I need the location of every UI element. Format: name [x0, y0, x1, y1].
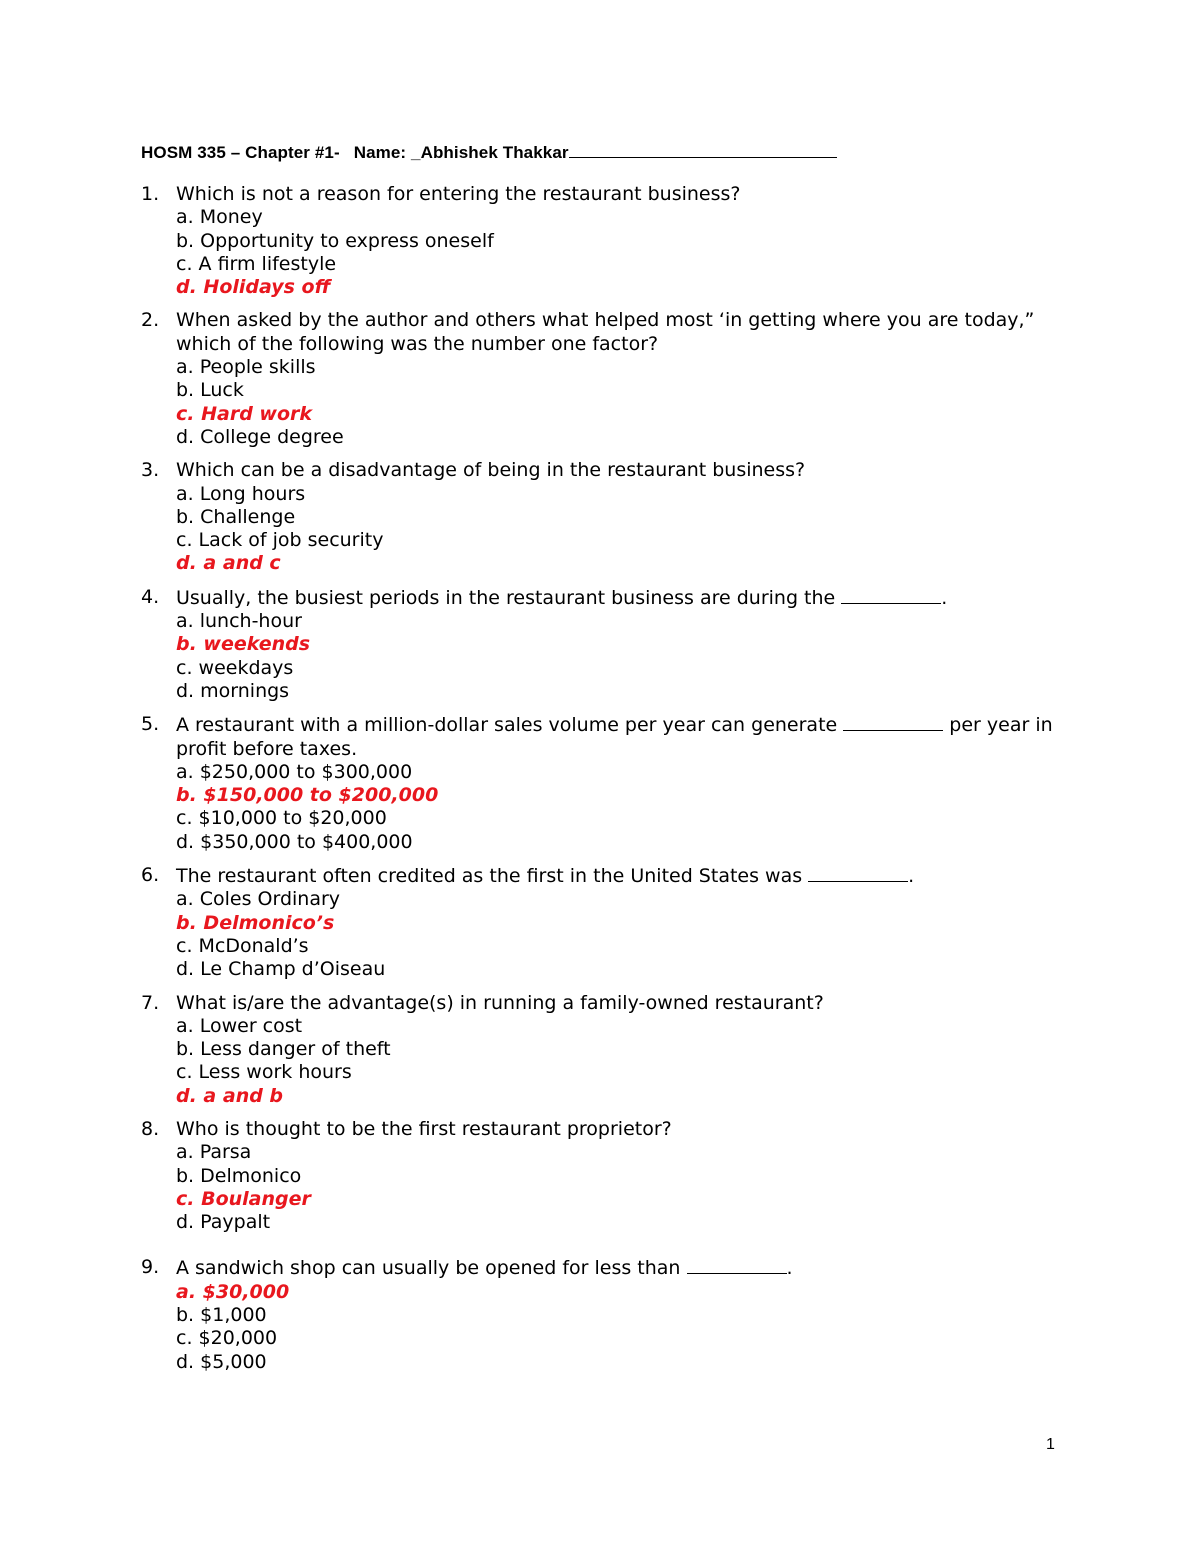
name-label: Name: — [353, 143, 407, 162]
question-number: 7. — [141, 991, 160, 1014]
option-b: b. Luck — [176, 379, 244, 402]
option-d-answer: d. Holidays off — [176, 276, 331, 299]
option-a: a. Coles Ordinary — [176, 888, 341, 911]
question-text-after: per year in profit before taxes. — [176, 714, 1053, 760]
option-c: c. $10,000 to $20,000 — [176, 807, 387, 830]
question-text-after: . — [908, 865, 915, 888]
question-9 — [141, 1256, 1071, 1373]
question-6 — [141, 864, 1071, 981]
option-d: d. Paypalt — [176, 1211, 271, 1234]
option-a-answer: a. $30,000 — [176, 1280, 290, 1303]
option-c: c. Less work hours — [176, 1061, 352, 1084]
question-number: 5. — [141, 713, 160, 736]
option-d: d. College degree — [176, 425, 344, 448]
question-8 — [141, 1118, 1071, 1234]
option-c-answer: c. Hard work — [176, 402, 313, 425]
option-b: b. Delmonico — [176, 1164, 302, 1187]
name-underline — [569, 143, 837, 158]
option-c-answer: c. Boulanger — [176, 1187, 311, 1210]
question-text: Which is not a reason for entering the restaurant business? — [176, 183, 741, 205]
question-text-after: . — [786, 1257, 793, 1280]
page-number: 1 — [1046, 1436, 1055, 1453]
question-text-before: The restaurant often credited as the first in the United States was — [176, 865, 809, 888]
student-name: _Abhishek Thakkar — [411, 143, 569, 162]
question-7 — [141, 992, 1071, 1108]
question-4 — [141, 586, 1071, 703]
option-a: a. lunch-hour — [176, 610, 302, 633]
question-text — [176, 1256, 1071, 1280]
answer-blank — [843, 713, 943, 731]
option-c: c. Lack of job security — [176, 529, 384, 552]
option-d: d. $5,000 — [176, 1350, 267, 1373]
option-c: c. weekdays — [176, 656, 294, 679]
option-b: b. $1,000 — [176, 1304, 267, 1327]
option-a: a. Money — [176, 206, 263, 229]
question-number: 4. — [141, 585, 160, 608]
question-text-before: Usually, the busiest periods in the restaurant business are during the — [176, 586, 842, 609]
question-number: 8. — [141, 1117, 160, 1140]
question-text-before: A restaurant with a million-dollar sales volume per year can generate — [176, 714, 844, 737]
option-d-answer: d. a and c — [176, 552, 281, 575]
question-1 — [141, 183, 1071, 299]
option-b: b. Opportunity to express oneself — [176, 229, 494, 252]
option-a: a. Parsa — [176, 1141, 252, 1164]
option-b-answer: b. Delmonico’s — [176, 911, 335, 934]
question-number: 1. — [141, 183, 160, 205]
option-b-answer: b. weekends — [176, 633, 311, 656]
option-a: a. People skills — [176, 356, 316, 379]
question-list — [141, 183, 1071, 1374]
question-text — [176, 864, 1071, 888]
question-text-before: A sandwich shop can usually be opened for less than — [176, 1257, 687, 1280]
question-number: 9. — [141, 1256, 160, 1279]
option-d-answer: d. a and b — [176, 1084, 284, 1107]
question-text: Which can be a disadvantage of being in the restaurant business? — [176, 459, 806, 482]
question-text — [176, 713, 1071, 761]
option-c: c. A firm lifestyle — [176, 252, 337, 275]
course-title: HOSM 335 – Chapter #1- — [141, 143, 340, 162]
option-a: a. $250,000 to $300,000 — [176, 760, 413, 783]
answer-blank — [841, 586, 941, 604]
question-text — [176, 586, 1071, 610]
answer-blank — [687, 1256, 787, 1274]
question-text: What is/are the advantage(s) in running a family-owned restaurant? — [176, 991, 824, 1014]
option-d: d. $350,000 to $400,000 — [176, 830, 413, 853]
option-a: a. Long hours — [176, 482, 306, 505]
answer-blank — [808, 864, 908, 882]
option-b: b. Challenge — [176, 505, 296, 528]
option-b: b. Less danger of theft — [176, 1038, 391, 1061]
question-number: 3. — [141, 459, 160, 482]
question-3 — [141, 459, 1071, 575]
option-a: a. Lower cost — [176, 1014, 303, 1037]
quiz-header — [141, 143, 837, 163]
option-c: c. $20,000 — [176, 1327, 278, 1350]
question-number: 2. — [141, 309, 160, 332]
question-text: Who is thought to be the first restaurant proprietor? — [176, 1117, 672, 1140]
option-d: d. Le Champ d’Oiseau — [176, 958, 386, 981]
question-text-after: . — [941, 586, 948, 609]
option-b-answer: b. $150,000 to $200,000 — [176, 784, 439, 807]
question-number: 6. — [141, 864, 160, 887]
question-2 — [141, 309, 1071, 449]
question-5 — [141, 713, 1071, 854]
question-text: When asked by the author and others what helped most ‘in getting where you are today,” which of the following was the number one factor? — [176, 309, 1035, 355]
option-c: c. McDonald’s — [176, 934, 309, 957]
option-d: d. mornings — [176, 679, 290, 702]
